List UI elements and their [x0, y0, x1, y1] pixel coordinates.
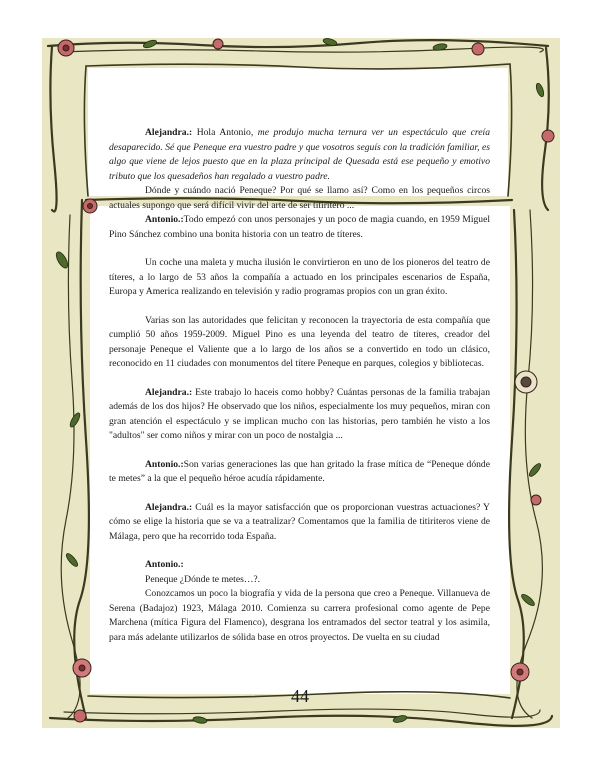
rose-center: [517, 669, 523, 675]
intro-question: Dónde y cuándo nació Peneque? Por qué se llamo así? Como en los pequeños circos actuales supongo que será difícil vivir del arte de ser titiritero ...: [109, 185, 490, 211]
paragraph-text: Todo empezó con unos personajes y un poco de magia cuando, en 1959 Miguel Pino Sánchez combino una bonita historia con un teatro de títeres.: [109, 214, 490, 240]
leaf: [535, 82, 545, 97]
paragraph-4: [109, 386, 490, 444]
paragraph-text: Cuál es la mayor satisfacción que os proporcionan vuestras actuaciones? Y cómo se elige la historia que se va a teatralizar? Comentamos que la familia de titiriteros viene de Málaga, pero que ha recorrido toda España.: [109, 501, 490, 542]
rose-flower: [74, 710, 86, 722]
speaker-name: Antonio.:: [145, 458, 184, 470]
leaf: [142, 39, 157, 49]
intro-block: [109, 126, 490, 213]
paragraph-7-speaker: [109, 558, 490, 573]
leaf: [65, 552, 80, 568]
speaker-name: Alejandra.:: [145, 386, 193, 398]
vine-inner-left: [84, 66, 88, 196]
speaker-name: Antonio.:: [145, 559, 184, 570]
rose-center: [63, 45, 69, 51]
main-text-block: [109, 213, 490, 645]
rose-flower: [531, 495, 541, 505]
vine-right-top: [542, 48, 549, 210]
vine-right-mid: [509, 210, 524, 718]
rose-center: [88, 204, 93, 209]
rose-center: [79, 665, 85, 671]
vine-left-mid: [74, 200, 89, 718]
paragraph-5: [109, 458, 490, 487]
paragraph-7-line1: Peneque ¿Dónde te metes…?.: [145, 573, 261, 585]
vine-left-top: [50, 46, 56, 211]
paragraph-3: Varias son las autoridades que felicitan y reconocen la trayectoria de esta compañía que cumplió 50 años 1959-2009. Miguel Pino es una leyenda del teatro de títeres, creador del personaje Peneque el Valiente que a lo largo de los años se a convertido en todo un clásico, reconocido en 11 ciudades con monumentos del títere Peneque en parques, colegios y bibliotecas.: [109, 314, 490, 369]
vine-bottom: [50, 716, 552, 726]
rose-flower: [213, 39, 223, 49]
vine-inner-top: [86, 64, 510, 69]
vine-left-outer: [61, 215, 80, 718]
vine-top-2: [60, 47, 543, 52]
leaf: [392, 714, 407, 723]
paragraph-text: Este trabajo lo haceis como hobby? Cuántas personas de la familia trabajan además de los dos hijos? He observado que los niños, especialmente los muy pequeños, miran con gran atención el espectáculo y se implican mucho con las historias, pero también he visto a los "adultos" ser como niños y mirar con un poco de nostalgia ...: [109, 386, 490, 441]
vine-inner-right: [508, 64, 512, 196]
intro-italic: me produjo mucha ternura ver un espectáculo que creía desaparecido. Sé que Peneque era vuestro padre y que vosotros seguís con la tradición familiar, es algo que viene de lejos puesto que en la plaza principal de Quesada está ese pequeño y emotivo tributo que los quesadeños han regalado a vuestro padre.: [109, 127, 490, 182]
leaf: [193, 716, 208, 724]
page-number: 44: [291, 686, 309, 706]
leaf: [68, 412, 81, 429]
paragraph-1: [109, 213, 490, 242]
leaf: [520, 593, 536, 608]
leaf: [54, 250, 70, 270]
rose-flower: [542, 130, 554, 142]
speaker-name: Alejandra.:: [145, 127, 193, 138]
rose-center: [521, 377, 531, 387]
rose-flower: [472, 43, 484, 55]
paragraph-text: Son varias generaciones las que han gritado la frase mítica de “Peneque dónde te metes” a la que el pequeño héroe acudía rápidamente.: [109, 458, 490, 484]
speaker-name: Antonio.:: [145, 214, 184, 225]
leaf: [528, 462, 543, 478]
paragraph-7: Conozcamos un poco la biografía y vida de la persona que creo a Peneque. Villanueva de Serena (Badajoz) 1923, Málaga 2010. Comienza su carrera profesional como agente de Pepe Marchena (mítica Figura del Flamenco), desgrana los entramados del sector teatral y los asimila, para más adelante utilizarlos de sólida base en otros proyectos. De vuelta en su ciudad: [109, 588, 490, 643]
speaker-name: Alejandra.:: [145, 501, 193, 513]
paragraph-6: [109, 501, 490, 545]
intro-lead: Hola Antonio,: [192, 127, 258, 138]
paragraph-2: Un coche una maleta y mucha ilusión le convirtieron en uno de los pioneros del teatro de títeres, a lo largo de 53 años la compañía a actuado en los principales escenarios de España, Europa y America realizando en televisión y radio programas propios con un gran éxito.: [109, 257, 490, 297]
intro-paragraph: [109, 126, 490, 184]
